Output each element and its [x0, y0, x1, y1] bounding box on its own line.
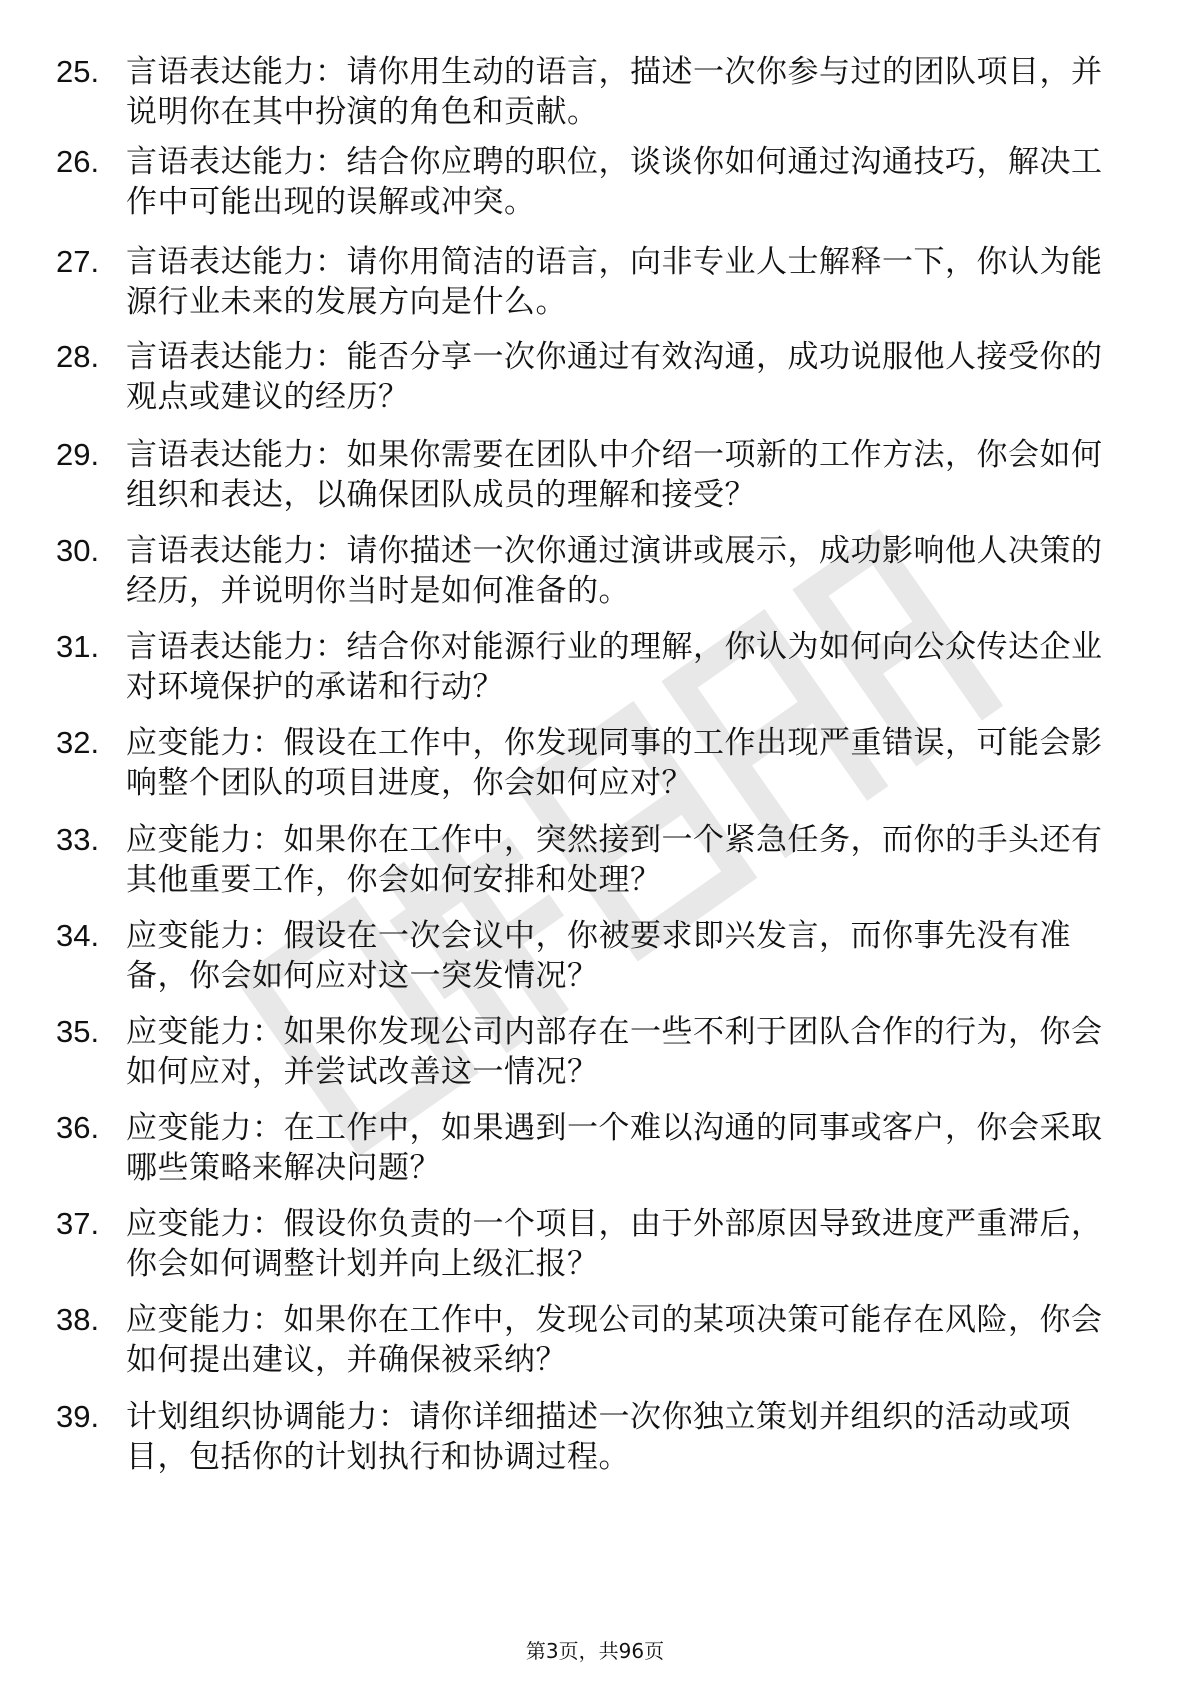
- question-text: 言语表达能力：请你描述一次你通过演讲或展示，成功影响他人决策的经历，并说明你当时是如何准备的。: [126, 533, 1103, 609]
- question-item: [0, 1108, 1190, 1208]
- question-text: 言语表达能力：请你用生动的语言，描述一次你参与过的团队项目，并说明你在其中扮演的角色和贡献。: [126, 54, 1103, 130]
- question-text: 计划组织协调能力：请你详细描述一次你独立策划并组织的活动或项目，包括你的计划执行和协调过程。: [126, 1399, 1071, 1475]
- question-item: [0, 531, 1190, 631]
- question-number: 37.: [56, 1206, 100, 1241]
- question-text: 应变能力：如果你发现公司内部存在一些不利于团队合作的行为，你会如何应对，并尝试改善这一情况？: [126, 1014, 1103, 1090]
- question-item: [0, 723, 1190, 823]
- question-item: [0, 1300, 1190, 1400]
- question-item: [0, 435, 1190, 535]
- question-number: 29.: [56, 437, 100, 472]
- question-item: [0, 337, 1190, 437]
- question-number: 33.: [56, 822, 100, 857]
- question-text: 应变能力：如果你在工作中，突然接到一个紧急任务，而你的手头还有其他重要工作，你会如何安排和处理？: [126, 822, 1103, 898]
- page-footer: [0, 1638, 1190, 1664]
- question-text: 言语表达能力：结合你应聘的职位，谈谈你如何通过沟通技巧，解决工作中可能出现的误解或冲突。: [126, 144, 1103, 220]
- question-text: 应变能力：在工作中，如果遇到一个难以沟通的同事或客户，你会采取哪些策略来解决问题？: [126, 1110, 1103, 1186]
- question-number: 34.: [56, 918, 100, 953]
- question-text: 应变能力：假设在工作中，你发现同事的工作出现严重错误，可能会影响整个团队的项目进度，你会如何应对？: [126, 725, 1103, 801]
- question-number: 38.: [56, 1302, 100, 1337]
- question-number: 31.: [56, 629, 100, 664]
- question-item: [0, 52, 1190, 152]
- question-item: [0, 820, 1190, 920]
- question-number: 36.: [56, 1110, 100, 1145]
- question-text: 言语表达能力：能否分享一次你通过有效沟通，成功说服他人接受你的观点或建议的经历？: [126, 339, 1103, 415]
- question-text: 言语表达能力：如果你需要在团队中介绍一项新的工作方法，你会如何组织和表达，以确保团队成员的理解和接受？: [126, 437, 1103, 513]
- question-item: [0, 142, 1190, 242]
- question-text: 应变能力：假设你负责的一个项目，由于外部原因导致进度严重滞后，你会如何调整计划并向上级汇报？: [126, 1206, 1103, 1282]
- question-item: [0, 1012, 1190, 1112]
- question-number: 27.: [56, 244, 100, 279]
- question-number: 39.: [56, 1399, 100, 1434]
- question-number: 26.: [56, 144, 100, 179]
- question-text: 言语表达能力：请你用简洁的语言，向非专业人士解释一下，你认为能源行业未来的发展方向是什么。: [126, 244, 1103, 320]
- question-number: 32.: [56, 725, 100, 760]
- question-item: [0, 627, 1190, 727]
- question-item: [0, 1397, 1190, 1497]
- question-item: [0, 1204, 1190, 1304]
- question-number: 35.: [56, 1014, 100, 1049]
- question-text: 言语表达能力：结合你对能源行业的理解，你认为如何向公众传达企业对环境保护的承诺和行动？: [126, 629, 1103, 705]
- question-item: [0, 916, 1190, 1016]
- question-number: 25.: [56, 54, 100, 89]
- question-number: 28.: [56, 339, 100, 374]
- page-number-label: 第3页，共96页: [525, 1639, 665, 1663]
- question-item: [0, 242, 1190, 342]
- question-number: 30.: [56, 533, 100, 568]
- question-text: 应变能力：如果你在工作中，发现公司的某项决策可能存在风险，你会如何提出建议，并确保被采纳？: [126, 1302, 1103, 1378]
- question-text: 应变能力：假设在一次会议中，你被要求即兴发言，而你事先没有准备，你会如何应对这一突发情况？: [126, 918, 1071, 994]
